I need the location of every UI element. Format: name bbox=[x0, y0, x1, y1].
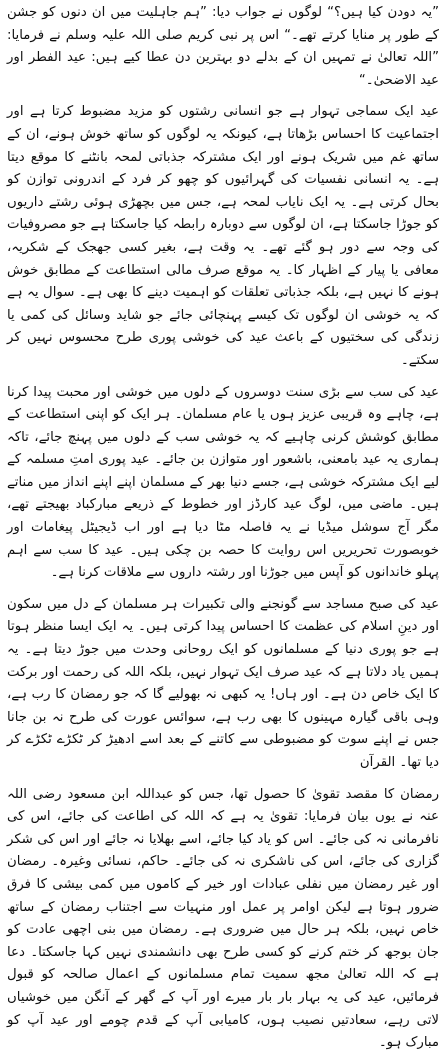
article-paragraph-5: رمضان کا مقصد تقویٰ کا حصول تھا، جس کو عبداللہ ابن مسعود رضی اللہ عنہ نے یوں بیان فرمایا: تقویٰ یہ ہے کہ اللہ کی اطاعت کی جائے، اس کی نافرمانی نہ کی جائے۔ اس کو یاد کیا جائے، اسے بھلایا نہ جائے اور اس کی شکر گزاری کی جائے، اس کی ناشکری نہ کی جائے۔ حاکم، نسائی وغیرہ۔ رمضان اور غیر رمضان میں نفلی عبادات اور خیر کے کاموں میں کمی بیشی کا فرق ضرور ہوتا ہے لیکن اوامر پر عمل اور منہیات سے اجتناب رمضان کے ساتھ خاص نہیں، بلکہ ہر حال میں ضروری ہے۔ رمضان میں بنی اچھی عادت کو جان بوجھ کر ختم کرنے کو کسی طرح بھی دانشمندی نہیں کہا جاسکتا۔ دعا ہے کہ اللہ تعالیٰ مجھ سمیت تمام مسلمانوں کے اعمال صالحہ کو قبول فرمائیں، عید کی یہ بہار بار بار میرے اور آپ کے گھر کے آنگن میں خوشیاں لاتی رہے، سعادتیں نصیب ہوں، کامیابی آپ کے قدم چومے اور عید آپ کو مبارک ہو۔ bbox=[7, 786, 439, 1051]
article-paragraph-1: ”یہ دودن کیا ہیں؟“ لوگوں نے جواب دیا: ”ہم جاہلیت میں ان دنوں کو جشن کے طور پر منایا کرتے تھے۔“ اس پر نبی کریم صلی اللہ علیہ وسلم نے فرمایا: ”اللہ تعالیٰ نے تمہیں ان کے بدلے دو بہترین دن عطا کیے ہیں: عید الفطر اور عید الاضحیٰ۔“ bbox=[7, 5, 439, 88]
paragraph-spacer bbox=[7, 92, 439, 101]
article-paragraph-3: عید کی سب سے بڑی سنت دوسروں کے دلوں میں خوشی اور محبت پیدا کرنا ہے، چاہے وہ قریبی عزیز ہوں یا عام مسلمان۔ ہر ایک کو اپنی استطاعت کے مطابق کوشش کرنی چاہیے کہ یہ خوشی سب کے دلوں میں پہنچ جائے، تاکہ ہماری یہ عید بامعنی، باشعور اور متوازن بن جائے۔ عید پوری امتِ مسلمہ کے لیے ایک مشترکہ خوشی ہے، جسے دنیا بھر کے مسلمان اپنے اپنے انداز میں مناتے ہیں۔ ماضی میں، لوگ عید کارڈز اور خطوط کے ذریعے مبارکباد بھیجتے تھے، مگر آج سوشل میڈیا نے یہ فاصلہ مٹا دیا ہے اور اب ڈیجیٹل پیغامات اور خوبصورت تحریریں اس روایت کا حصہ بن چکی ہیں۔ عید کا سب سے اہم پہلو خاندانوں کو آپس میں جوڑنا اور رشتہ داروں سے ملاقات کرنا ہے۔ bbox=[7, 384, 439, 581]
paragraph-spacer bbox=[7, 775, 439, 784]
paragraph-spacer bbox=[7, 373, 439, 382]
paragraph-spacer bbox=[7, 585, 439, 594]
article-paragraph-4: عید کی صبح مساجد سے گونجنے والی تکبیرات ہر مسلمان کے دل میں سکون اور دینِ اسلام کی عظمت کا احساس پیدا کرتی ہیں۔ یہ ایک ایسا منظر ہوتا ہے جو پوری دنیا کے مسلمانوں کو ایک روحانی وحدت میں جوڑ دیتا ہے۔ یہ ہمیں یاد دلاتا ہے کہ عید صرف ایک تہوار نہیں، بلکہ اللہ کی رحمت اور برکت کا ایک خاص دن ہے۔ اور ہاں! یہ کبھی نہ بھولیے گا کہ جو رمضان کا رب ہے، وہی باقی گیارہ مہینوں کا بھی رب ہے، سوائس عورت کی طرح نہ بن جانا جس نے اپنے سوت کو مضبوطی سے کاتنے کے بعد اسے ادھیڑ کر ٹکڑے ٹکڑے کر دیا تھا۔ القرآن bbox=[7, 596, 439, 770]
article-paragraph-2: عید ایک سماجی تہوار ہے جو انسانی رشتوں کو مزید مضبوط کرتا ہے اور اجتماعیت کا احساس بڑھاتا ہے، کیونکہ یہ لوگوں کو ساتھ خوش ہونے، ان کے ساتھ غم میں شریک ہونے اور ایک مشترکہ جذباتی لمحہ بانٹنے کا موقع دیتا ہے۔ یہ انسانی نفسیات کی گہرائیوں کو چھو کر فرد کے اندرونی توازن کو بحال کرتی ہے۔ یہ ایک نایاب لمحہ ہے، جس میں بچھڑی ہوئی رشتے داریوں کو جوڑا جاسکتا ہے، ان لوگوں سے دوبارہ رابطہ کیا جاسکتا ہے جو مصروفیات کی وجہ سے دور ہو گئے تھے۔ یہ وقت ہے، بغیر کسی جھجک کے شکریہ، معافی یا پیار کے اظہار کا۔ یہ موقع صرف مالی استطاعت کے مطابق خوش ہونے کا نہیں ہے، بلکہ جذباتی تعلقات کو اہمیت دینے کا بھی ہے۔ سوال یہ ہے کہ یہ خوشی ان لوگوں تک کیسے پہنچائی جائے جو شاید وسائل کی کمی یا زندگی کی سختیوں کے باعث عید کی خوشی پوری طرح محسوس نہیں کر سکتے۔ bbox=[7, 104, 439, 368]
